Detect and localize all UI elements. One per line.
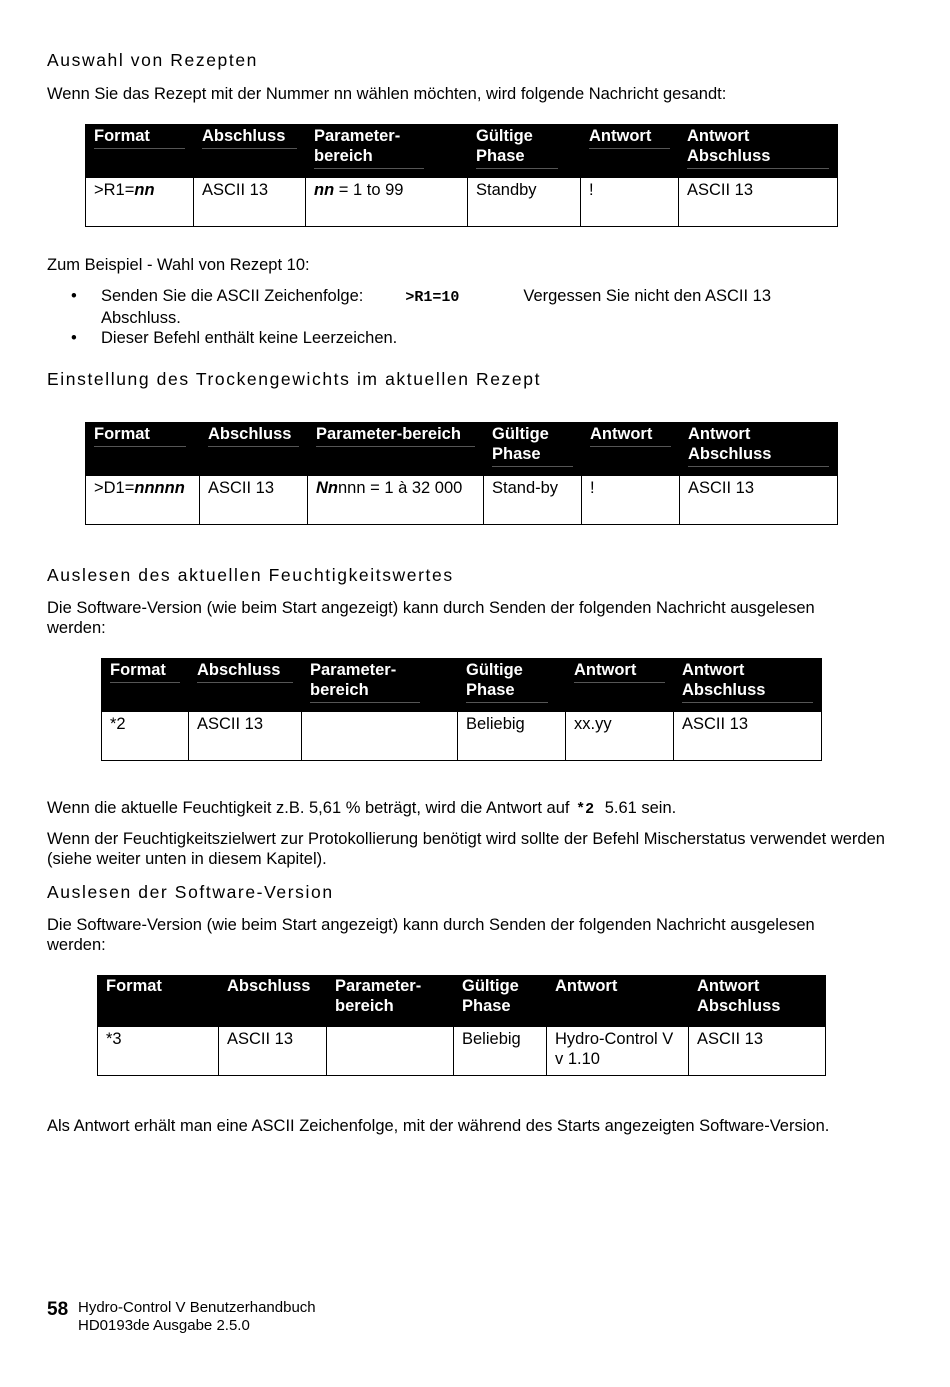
header-abschluss: Abschluss — [189, 659, 302, 712]
table-row — [98, 1027, 826, 1076]
header-format: Format — [86, 423, 200, 476]
header-antwort: Antwort — [582, 423, 680, 476]
recipe-table — [85, 124, 838, 227]
example-bullets — [47, 286, 847, 348]
moisture-note-2: Wenn der Feuchtigkeitszielwert zur Protokollierung benötigt wird sollte der Befehl Mischerstatus verwendet werden (siehe weiter unten in diesem Kapitel). — [47, 830, 885, 868]
cell-antwort-abschluss: ASCII 13 — [679, 178, 838, 227]
table-row — [86, 476, 838, 525]
header-format: Format — [98, 976, 219, 1027]
cell-format: >R1=nn — [86, 178, 194, 227]
cell-antwort: Hydro-Control V v 1.10 — [547, 1027, 689, 1076]
header-phase: Gültige Phase — [458, 659, 566, 712]
list-item: • Senden Sie die ASCII Zeichenfolge: >R1=10 Vergessen Sie nicht den ASCII 13 Abschluss. — [71, 287, 772, 327]
cell-parameter — [302, 712, 458, 761]
header-format: Format — [102, 659, 189, 712]
dryweight-table — [85, 422, 838, 525]
cell-antwort: xx.yy — [566, 712, 674, 761]
section-heading-moisture: Auslesen des aktuellen Feuchtigkeitswertes — [47, 565, 454, 585]
header-antwort-abschluss: Antwort Abschluss — [674, 659, 822, 712]
footer-title: Hydro-Control V Benutzerhandbuch — [78, 1299, 316, 1316]
cell-phase: Standby — [468, 178, 581, 227]
bullet-icon: • — [71, 287, 77, 305]
moisture-intro: Die Software-Version (wie beim Start angezeigt) kann durch Senden der folgenden Nachricht ausgelesen werden: — [47, 599, 815, 637]
cell-phase: Stand-by — [484, 476, 582, 525]
header-antwort: Antwort — [566, 659, 674, 712]
cell-antwort: ! — [582, 476, 680, 525]
list-item: • Dieser Befehl enthält keine Leerzeichen. — [71, 329, 398, 347]
footer-edition: HD0193de Ausgabe 2.5.0 — [78, 1317, 250, 1334]
software-table — [97, 975, 826, 1076]
header-abschluss: Abschluss — [194, 125, 306, 178]
cell-antwort: ! — [581, 178, 679, 227]
page-number: 58 — [47, 1299, 69, 1320]
header-abschluss: Abschluss — [200, 423, 308, 476]
header-phase: Gültige Phase — [468, 125, 581, 178]
recipe-intro: Wenn Sie das Rezept mit der Nummer nn wählen möchten, wird folgende Nachricht gesandt: — [47, 85, 727, 103]
moisture-table — [101, 658, 822, 761]
section-heading-software: Auslesen der Software-Version — [47, 882, 334, 902]
cell-format: *3 — [98, 1027, 219, 1076]
cell-antwort-abschluss: ASCII 13 — [680, 476, 838, 525]
header-parameter: Parameter-bereich — [327, 976, 454, 1027]
table-row — [86, 178, 838, 227]
cell-abschluss: ASCII 13 — [194, 178, 306, 227]
cell-parameter: Nnnnn = 1 à 32 000 — [308, 476, 484, 525]
cell-antwort-abschluss: ASCII 13 — [674, 712, 822, 761]
header-parameter: Parameter-bereich — [302, 659, 458, 712]
cell-parameter: nn = 1 to 99 — [306, 178, 468, 227]
table-row — [102, 712, 822, 761]
cell-phase: Beliebig — [454, 1027, 547, 1076]
header-phase: Gültige Phase — [454, 976, 547, 1027]
cell-abschluss: ASCII 13 — [219, 1027, 327, 1076]
header-antwort-abschluss: Antwort Abschluss — [680, 423, 838, 476]
header-antwort: Antwort — [581, 125, 679, 178]
cell-abschluss: ASCII 13 — [189, 712, 302, 761]
section-heading-recipe: Auswahl von Rezepten — [47, 50, 258, 70]
cell-abschluss: ASCII 13 — [200, 476, 308, 525]
header-phase: Gültige Phase — [484, 423, 582, 476]
cell-antwort-abschluss: ASCII 13 — [689, 1027, 826, 1076]
header-parameter: Parameter-bereich — [308, 423, 484, 476]
cell-format: >D1=nnnnn — [86, 476, 200, 525]
cell-parameter — [327, 1027, 454, 1076]
cell-format: *2 — [102, 712, 189, 761]
bullet-icon: • — [71, 329, 77, 347]
moisture-note-1: Wenn die aktuelle Feuchtigkeit z.B. 5,61 % beträgt, wird die Antwort auf *2 5.61 sein. — [47, 799, 677, 818]
software-outro: Als Antwort erhält man eine ASCII Zeichenfolge, mit der während des Starts angezeigten Software-Version. — [47, 1117, 830, 1135]
example-intro: Zum Beispiel - Wahl von Rezept 10: — [47, 256, 310, 274]
header-antwort: Antwort — [547, 976, 689, 1027]
header-format: Format — [86, 125, 194, 178]
section-heading-dryweight: Einstellung des Trockengewichts im aktuellen Rezept — [47, 369, 542, 389]
header-parameter: Parameter-bereich — [306, 125, 468, 178]
software-intro: Die Software-Version (wie beim Start angezeigt) kann durch Senden der folgenden Nachricht ausgelesen werden: — [47, 916, 815, 954]
header-abschluss: Abschluss — [219, 976, 327, 1027]
cell-phase: Beliebig — [458, 712, 566, 761]
header-antwort-abschluss: Antwort Abschluss — [689, 976, 826, 1027]
header-antwort-abschluss: Antwort Abschluss — [679, 125, 838, 178]
